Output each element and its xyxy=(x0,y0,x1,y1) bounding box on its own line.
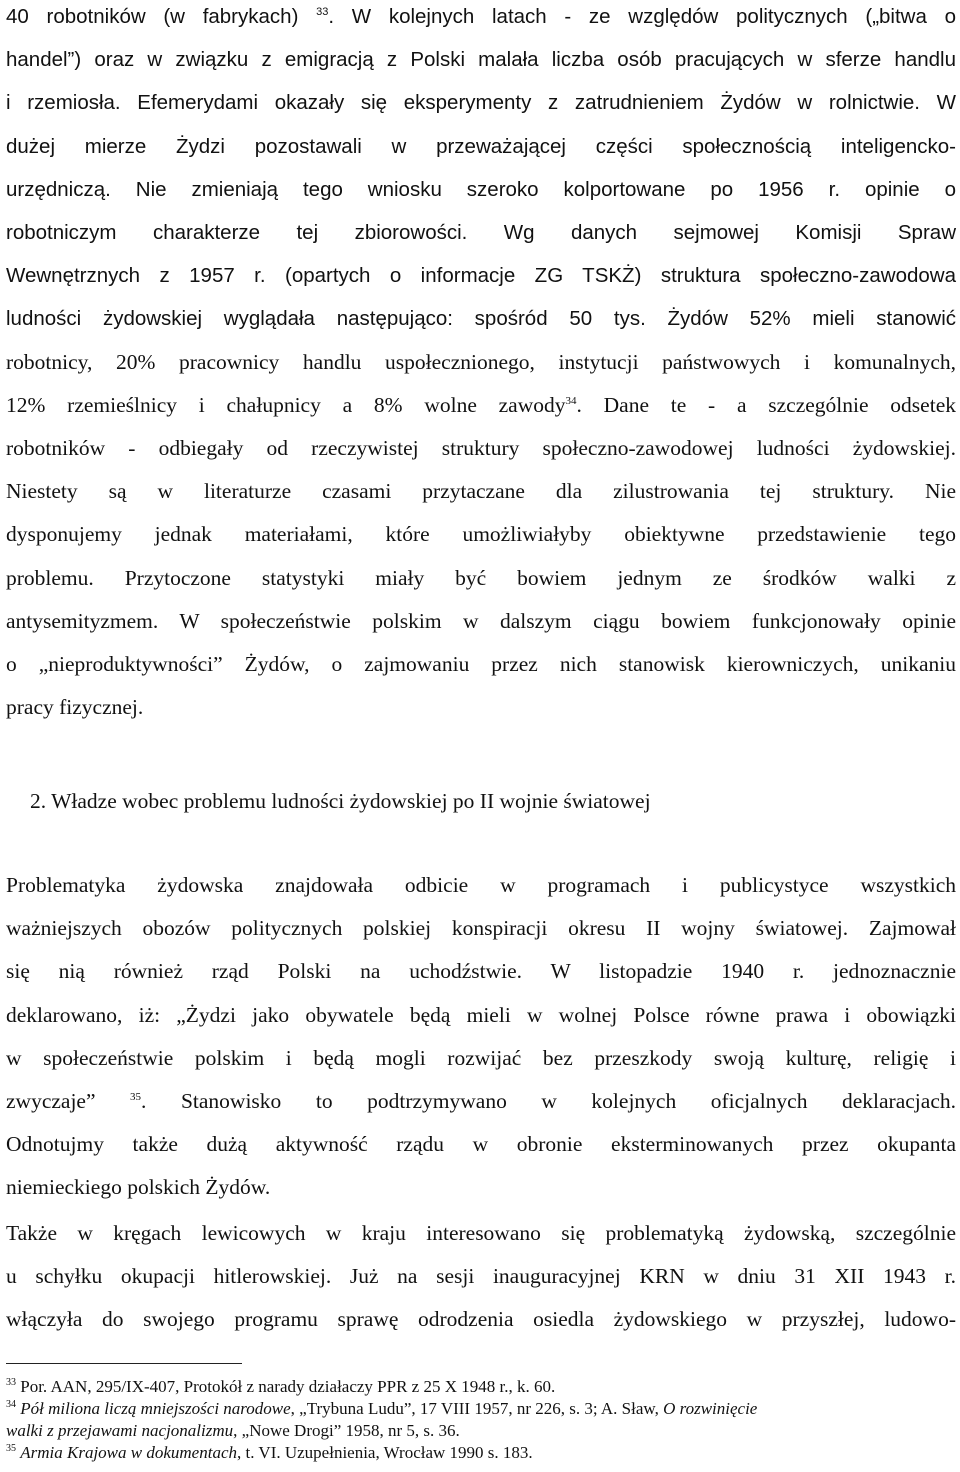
text-line xyxy=(6,686,956,729)
section-heading: 2. Władze wobec problemu ludności żydowskiej po II wojnie światowej xyxy=(30,789,651,813)
text-segment: urzędniczą. Nie zmieniają tego wniosku szeroko kolportowane po 1956 r. opinie o xyxy=(6,177,956,201)
text-segment: włączyła do swojego programu sprawę odrodzenia osiedla żydowskiego w przyszłej, ludowo- xyxy=(6,1307,956,1332)
text-segment: Także w kręgach lewicowych w kraju interesowano się problematyką żydowską, szczególnie xyxy=(6,1221,956,1245)
footnote-line xyxy=(6,1442,956,1464)
text-line xyxy=(6,341,956,384)
footnote-title: Pół miliona liczą mniejszości narodowe xyxy=(20,1399,291,1418)
text-segment: robotników - odbiegały od rzeczywistej struktury społeczno-zawodowej ludności żydowskiej. xyxy=(6,436,956,461)
text-segment: dużej mierze Żydzi pozostawali w przeważającej części społecznością inteligencko- xyxy=(6,134,956,158)
footnote-text: Por. AAN, 295/IX-407, Protokół z narady działaczy PPR z 25 X 1948 r., k. 60. xyxy=(16,1377,556,1396)
text-segment: ważniejszych obozów politycznych polskiej konspiracji okresu II wojny światowej. Zajmował xyxy=(6,916,956,941)
text-line xyxy=(6,643,956,686)
footnote-ref: 33 xyxy=(316,6,329,18)
text-line xyxy=(6,384,956,427)
footnote-line xyxy=(6,1376,956,1398)
text-segment: 40 robotników (w fabrykach) xyxy=(6,5,317,28)
text-line xyxy=(6,513,956,556)
text-line xyxy=(6,427,956,470)
text-line xyxy=(6,600,956,643)
text-line xyxy=(6,1123,956,1166)
text-line xyxy=(6,254,956,297)
text-segment: się nią również rząd Polski na uchodźstwie. W listopadzie 1940 r. jednoznacznie xyxy=(6,959,956,984)
text-segment: niemieckiego polskich Żydów. xyxy=(6,1175,271,1200)
text-segment: robotniczym charakterze tej zbiorowości. Wg danych sejmowej Komisji Spraw xyxy=(6,221,956,245)
text-segment: zwyczaje” xyxy=(6,1089,131,1114)
text-line xyxy=(6,864,956,907)
footnote-number: 34 xyxy=(6,1399,16,1410)
footnote-line xyxy=(6,1420,956,1442)
footnote-ref: 34 xyxy=(565,394,577,407)
text-line xyxy=(6,470,956,513)
text-segment: . Dane te - a szczególnie odsetek xyxy=(576,392,956,417)
text-segment: Wewnętrznych z 1957 r. (opartych o informacje ZG TSKŻ) struktura społeczno-zawodowa xyxy=(6,264,956,288)
footnote-title: walki z przejawami nacjonalizmu xyxy=(6,1421,234,1440)
text-line xyxy=(6,125,956,168)
text-segment: handel”) oraz w związku z emigracją z Polski malała liczba osób pracujących w sferze handlu xyxy=(6,48,956,72)
footnote-line xyxy=(6,1398,956,1420)
text-segment: antysemityzmem. W społeczeństwie polskim w dalszym ciągu bowiem funkcjonowały opinie xyxy=(6,608,956,633)
text-line xyxy=(6,994,956,1037)
footnote-separator xyxy=(6,1363,242,1364)
text-segment: Odnotujmy także dużą aktywność rządu w obronie eksterminowanych przez okupanta xyxy=(6,1132,956,1157)
text-line xyxy=(6,297,956,340)
text-line xyxy=(6,168,956,211)
text-line xyxy=(6,557,956,600)
paragraph-2 xyxy=(6,864,956,1210)
text-segment: u schyłku okupacji hitlerowskiej. Już na sesji inauguracyjnej KRN w dniu 31 XII 1943 r. xyxy=(6,1264,956,1289)
text-line xyxy=(6,907,956,950)
text-segment: deklarowano, iż: „Żydzi jako obywatele będą mieli w wolnej Polsce równe prawa i obowiązki xyxy=(6,1002,956,1027)
text-line xyxy=(6,0,956,38)
text-line xyxy=(6,1037,956,1080)
text-segment: dysponujemy jednak materiałami, które umożliwiałyby obiektywne przedstawienie tego xyxy=(6,522,956,547)
text-line xyxy=(6,1298,956,1341)
footnote-text: , „Nowe Drogi” 1958, nr 5, s. 36. xyxy=(233,1421,460,1440)
text-line xyxy=(6,1212,956,1255)
text-line xyxy=(6,38,956,81)
footnote-title: O rozwinięcie xyxy=(663,1399,758,1418)
text-segment: Problematyka żydowska znajdowała odbicie w programach i publicystyce wszystkich xyxy=(6,873,956,897)
text-segment: o „nieproduktywności” Żydów, o zajmowaniu przez nich stanowisk kierowniczych, unikaniu xyxy=(6,652,956,677)
text-segment: problemu. Przytoczone statystyki miały być bowiem jednym ze środków walki z xyxy=(6,565,956,590)
text-segment: robotnicy, 20% pracownicy handlu uspołecznionego, instytucji państwowych i komunalnych, xyxy=(6,349,956,374)
footnote-title: Armia Krajowa w dokumentach xyxy=(20,1443,237,1462)
footnotes xyxy=(6,1376,956,1464)
text-segment: Niestety są w literaturze czasami przytaczane dla zilustrowania tej struktury. Nie xyxy=(6,479,956,504)
text-segment: pracy fizycznej. xyxy=(6,695,144,720)
text-line xyxy=(6,211,956,254)
text-line xyxy=(6,1255,956,1298)
text-segment: 12% rzemieślnicy i chałupnicy a 8% wolne zawody xyxy=(6,392,566,417)
text-segment: . W kolejnych latach - ze względów politycznych („bitwa o xyxy=(328,5,956,28)
footnote-text: , t. VI. Uzupełnienia, Wrocław 1990 s. 183. xyxy=(237,1443,533,1462)
text-line xyxy=(6,1166,956,1209)
paragraph-1 xyxy=(6,0,956,729)
text-segment: . Stanowisko to podtrzymywano w kolejnych oficjalnych deklaracjach. xyxy=(141,1089,956,1114)
footnote-number: 33 xyxy=(6,1377,16,1388)
text-segment: w społeczeństwie polskim i będą mogli rozwijać bez przeszkody swoją kulturę, religię i xyxy=(6,1045,956,1070)
footnote-text: , „Trybuna Ludu”, 17 VIII 1957, nr 226, s. 3; A. Sław, xyxy=(290,1399,664,1418)
footnote-ref: 35 xyxy=(130,1091,142,1104)
paragraph-3 xyxy=(6,1212,956,1342)
text-segment: i rzemiosła. Efemerydami okazały się eksperymenty z zatrudnieniem Żydów w rolnictwie. W xyxy=(6,91,956,115)
text-line xyxy=(6,950,956,993)
text-line xyxy=(6,1080,956,1123)
footnote-number: 35 xyxy=(6,1443,16,1454)
text-line xyxy=(6,81,956,124)
text-segment: ludności żydowskiej wyglądała następująco: spośród 50 tys. Żydów 52% mieli stanowić xyxy=(6,307,956,331)
